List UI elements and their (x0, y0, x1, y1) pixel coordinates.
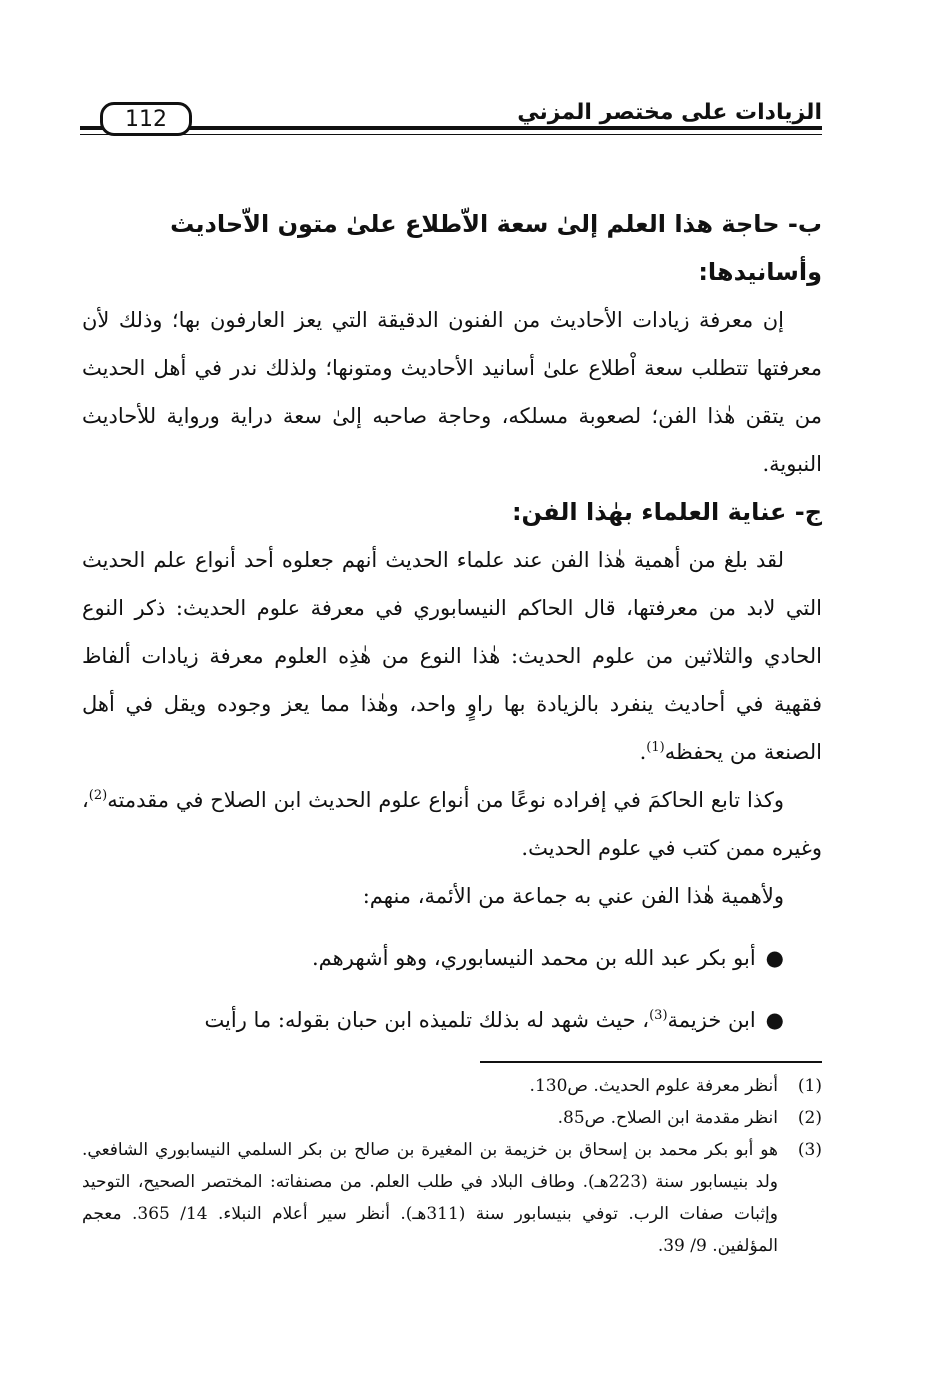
paragraph-c2 (82, 776, 822, 872)
footnote-text: هو أبو بكر محمد بن إسحاق بن خزيمة بن المغيرة بن صالح بن بكر السلمي النيسابوري الشافعي. ولد بنيسابور سنة (223هـ). وطاف البلاد في طلب العلم. من مصنفاته: المختصر الصحيح، التوحيد وإثبات صفات الرب. توفي بنيسابور سنة (311هـ). أنظر سير أعلام النبلاء. 14/ 365. معجم المؤلفين. 9/ 39. (82, 1140, 778, 1256)
paragraph-c1 (82, 536, 822, 776)
paragraph-c2-text-a: وكذا تابع الحاكمَ في إفراده نوعًا من أنواع علوم الحديث ابن الصلاح في مقدمته (107, 788, 784, 812)
footnote-text: انظر مقدمة ابن الصلاح. ص85. (557, 1108, 778, 1128)
footnote-number: (2) (797, 1108, 822, 1128)
section-heading-c: ج- عناية العلماء بهٰذا الفن: (511, 498, 822, 526)
footnote-item (82, 1102, 822, 1134)
footnote-number: (1) (797, 1076, 822, 1096)
header-rule-thin (80, 134, 822, 135)
footnote-separator (480, 1061, 822, 1063)
page-number: 112 (100, 102, 192, 136)
running-title: الزيادات على مختصر المزني (517, 100, 822, 125)
paragraph-b: إن معرفة زيادات الأحاديث من الفنون الدقيقة التي يعز العارفون بها؛ وذلك لأن معرفتها تتطلب سعة اْطلاع علىٰ أسانيد الأحاديث ومتونها؛ ولذلك ندر في أهل الحديث من يتقن هٰذا الفن؛ لصعوبة مسلكه، وحاجة صاحبه إلىٰ سعة دراية ورواية للأحاديث النبوية. (82, 308, 822, 476)
bullet-dot-icon: ● (765, 946, 784, 970)
header-rule-thick (80, 126, 822, 130)
footnote-item (82, 1070, 822, 1102)
bullet-dot-icon: ● (765, 1008, 784, 1032)
bullet-item-1-text: أبو بكر عبد الله بن محمد النيسابوري، وهو أشهرهم. (312, 946, 756, 970)
paragraph-c2-text-b: ، وغيره ممن كتب في علوم الحديث. (82, 788, 822, 860)
footnote-ref-2: (2) (88, 788, 108, 803)
footnote-ref-3: (3) (649, 1008, 668, 1023)
bullet-item-2 (82, 996, 822, 1044)
section-heading-b: ب- حاجة هذا العلم إلىٰ سعة الاّطلاع علىٰ متون الاّحاديث وأسانيدها: (170, 210, 822, 286)
main-content (82, 200, 822, 1044)
paragraph-c1-end: . (639, 740, 647, 764)
footnote-text: أنظر معرفة علوم الحديث. ص130. (529, 1076, 778, 1096)
footnote-number: (3) (797, 1140, 822, 1160)
footnote-ref-1: (1) (646, 740, 665, 755)
bullet-item-2-text-b: ، حيث شهد له بذلك تلميذه ابن حبان بقوله: ما رأيت (204, 1008, 650, 1032)
bullet-item-2-text-a: ابن خزيمة (667, 1008, 756, 1032)
footnote-item (82, 1134, 822, 1262)
paragraph-c3: ولأهمية هٰذا الفن عني به جماعة من الأئمة، منهم: (362, 884, 784, 908)
page-header (80, 96, 822, 156)
paragraph-c1-text: لقد بلغ من أهمية هٰذا الفن عند علماء الحديث أنهم جعلوه أحد أنواع علم الحديث التي لابد من معرفتها، قال الحاكم النيسابوري في معرفة علوم الحديث: ذكر النوع الحادي والثلاثين من علوم الحديث: هٰذا النوع من هٰذِه العلوم معرفة زيادات ألفاظ فقهية في أحاديث ينفرد بالزيادة بها راوٍ واحد، وهٰذا مما يعز وجوده ويقل في أهل الصنعة من يحفظه (82, 548, 822, 764)
footnotes (82, 1070, 822, 1262)
bullet-item-1 (82, 934, 822, 982)
